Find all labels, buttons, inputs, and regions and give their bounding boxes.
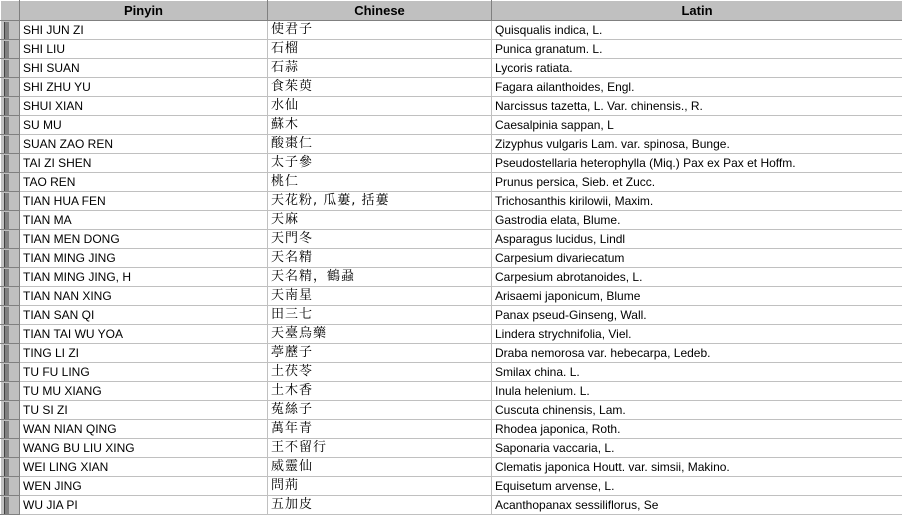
- table-row[interactable]: [1, 306, 902, 325]
- cell-chinese[interactable]: 蘇木: [268, 116, 492, 135]
- table-row[interactable]: [1, 230, 902, 249]
- row-selector[interactable]: [1, 40, 20, 59]
- cell-chinese[interactable]: 食茱萸: [268, 78, 492, 97]
- table-row[interactable]: [1, 287, 902, 306]
- row-selector[interactable]: [1, 230, 20, 249]
- cell-latin[interactable]: Caesalpinia sappan, L: [492, 116, 902, 135]
- cell-chinese[interactable]: 五加皮: [268, 496, 492, 515]
- row-selector[interactable]: [1, 287, 20, 306]
- row-selector[interactable]: [1, 325, 20, 344]
- cell-latin[interactable]: Quisqualis indica, L.: [492, 21, 902, 40]
- row-selector-marker: [4, 79, 9, 96]
- row-selector-marker: [4, 497, 9, 514]
- cell-pinyin[interactable]: TIAN SAN QI: [20, 306, 268, 325]
- cell-chinese[interactable]: 天名精: [268, 249, 492, 268]
- cell-latin[interactable]: Pseudostellaria heterophylla (Miq.) Pax ex Pax et Hoffm.: [492, 154, 902, 173]
- cell-chinese[interactable]: 葶藶子: [268, 344, 492, 363]
- cell-chinese[interactable]: 使君子: [268, 21, 492, 40]
- cell-pinyin[interactable]: TIAN MA: [20, 211, 268, 230]
- row-selector-marker: [4, 421, 9, 438]
- table-row[interactable]: [1, 78, 902, 97]
- cell-chinese[interactable]: 石榴: [268, 40, 492, 59]
- column-header-pinyin[interactable]: Pinyin: [20, 1, 268, 21]
- cell-pinyin[interactable]: SHI ZHU YU: [20, 78, 268, 97]
- row-selector[interactable]: [1, 420, 20, 439]
- row-selector-marker: [4, 402, 9, 419]
- cell-latin[interactable]: Prunus persica, Sieb. et Zucc.: [492, 173, 902, 192]
- row-selector[interactable]: [1, 97, 20, 116]
- cell-latin[interactable]: Trichosanthis kirilowii, Maxim.: [492, 192, 902, 211]
- row-selector-marker: [4, 364, 9, 381]
- table-row[interactable]: [1, 192, 902, 211]
- cell-latin[interactable]: Lycoris ratiata.: [492, 59, 902, 78]
- cell-pinyin[interactable]: TIAN MING JING: [20, 249, 268, 268]
- cell-pinyin[interactable]: TIAN MING JING, H: [20, 268, 268, 287]
- cell-latin[interactable]: Equisetum arvense, L.: [492, 477, 902, 496]
- cell-latin[interactable]: Smilax china. L.: [492, 363, 902, 382]
- cell-latin[interactable]: Asparagus lucidus, Lindl: [492, 230, 902, 249]
- cell-chinese[interactable]: 王不留行: [268, 439, 492, 458]
- cell-chinese[interactable]: 天麻: [268, 211, 492, 230]
- table-row[interactable]: [1, 173, 902, 192]
- table-row[interactable]: [1, 477, 902, 496]
- cell-latin[interactable]: Cuscuta chinensis, Lam.: [492, 401, 902, 420]
- cell-pinyin[interactable]: TAI ZI SHEN: [20, 154, 268, 173]
- row-selector[interactable]: [1, 268, 20, 287]
- table-row[interactable]: [1, 135, 902, 154]
- column-header-chinese[interactable]: Chinese: [268, 1, 492, 21]
- cell-chinese[interactable]: 太子參: [268, 154, 492, 173]
- cell-chinese[interactable]: 問荊: [268, 477, 492, 496]
- row-selector-marker: [4, 459, 9, 476]
- row-selector-marker: [4, 440, 9, 457]
- table-row[interactable]: [1, 59, 902, 78]
- row-selector-marker: [4, 478, 9, 495]
- table-row[interactable]: [1, 344, 902, 363]
- cell-chinese[interactable]: 天花粉, 瓜蔞, 括蔞: [268, 192, 492, 211]
- row-selector[interactable]: [1, 496, 20, 515]
- row-selector[interactable]: [1, 344, 20, 363]
- table-row[interactable]: [1, 325, 902, 344]
- table-row[interactable]: [1, 401, 902, 420]
- cell-chinese[interactable]: 天臺烏藥: [268, 325, 492, 344]
- row-selector[interactable]: [1, 363, 20, 382]
- row-selector[interactable]: [1, 59, 20, 78]
- cell-pinyin[interactable]: TAO REN: [20, 173, 268, 192]
- cell-chinese[interactable]: 萬年青: [268, 420, 492, 439]
- table-row[interactable]: [1, 21, 902, 40]
- row-selector-marker: [4, 98, 9, 115]
- cell-chinese[interactable]: 桃仁: [268, 173, 492, 192]
- row-selector-marker: [4, 288, 9, 305]
- cell-chinese[interactable]: 菟絲子: [268, 401, 492, 420]
- cell-pinyin[interactable]: SUAN ZAO REN: [20, 135, 268, 154]
- cell-pinyin[interactable]: TIAN HUA FEN: [20, 192, 268, 211]
- cell-pinyin[interactable]: SHI JUN ZI: [20, 21, 268, 40]
- cell-latin[interactable]: Arisaemi japonicum, Blume: [492, 287, 902, 306]
- cell-pinyin[interactable]: TING LI ZI: [20, 344, 268, 363]
- row-selector-marker: [4, 326, 9, 343]
- cell-pinyin[interactable]: SHUI XIAN: [20, 97, 268, 116]
- row-selector[interactable]: [1, 135, 20, 154]
- row-selector[interactable]: [1, 382, 20, 401]
- row-selector[interactable]: [1, 173, 20, 192]
- cell-latin[interactable]: Carpesium divariecatum: [492, 249, 902, 268]
- table-row[interactable]: [1, 363, 902, 382]
- cell-latin[interactable]: Punica granatum. L.: [492, 40, 902, 59]
- row-selector-marker: [4, 60, 9, 77]
- cell-pinyin[interactable]: WANG BU LIU XING: [20, 439, 268, 458]
- cell-latin[interactable]: Inula helenium. L.: [492, 382, 902, 401]
- row-selector[interactable]: [1, 458, 20, 477]
- column-header-latin[interactable]: Latin: [492, 1, 902, 21]
- cell-pinyin[interactable]: SHI SUAN: [20, 59, 268, 78]
- table-row[interactable]: [1, 116, 902, 135]
- row-selector[interactable]: [1, 116, 20, 135]
- row-selector[interactable]: [1, 78, 20, 97]
- cell-chinese[interactable]: 土木香: [268, 382, 492, 401]
- cell-chinese[interactable]: 石蒜: [268, 59, 492, 78]
- row-selector-marker: [4, 307, 9, 324]
- table-row[interactable]: [1, 154, 902, 173]
- row-selector-marker: [4, 269, 9, 286]
- table-row[interactable]: [1, 249, 902, 268]
- row-selector[interactable]: [1, 211, 20, 230]
- cell-pinyin[interactable]: TIAN MEN DONG: [20, 230, 268, 249]
- row-selector[interactable]: [1, 401, 20, 420]
- cell-pinyin[interactable]: TIAN NAN XING: [20, 287, 268, 306]
- cell-latin[interactable]: Gastrodia elata, Blume.: [492, 211, 902, 230]
- row-selector-marker: [4, 231, 9, 248]
- table-row[interactable]: [1, 268, 902, 287]
- select-all-corner[interactable]: [1, 1, 20, 21]
- row-selector[interactable]: [1, 439, 20, 458]
- table-row[interactable]: [1, 496, 902, 515]
- cell-latin[interactable]: Fagara ailanthoides, Engl.: [492, 78, 902, 97]
- row-selector-marker: [4, 155, 9, 172]
- row-selector[interactable]: [1, 477, 20, 496]
- row-selector-marker: [4, 174, 9, 191]
- row-selector-marker: [4, 41, 9, 58]
- row-selector-marker: [4, 117, 9, 134]
- row-selector[interactable]: [1, 192, 20, 211]
- row-selector[interactable]: [1, 249, 20, 268]
- cell-chinese[interactable]: 天門冬: [268, 230, 492, 249]
- cell-pinyin[interactable]: TU MU XIANG: [20, 382, 268, 401]
- table-row[interactable]: [1, 458, 902, 477]
- row-selector[interactable]: [1, 154, 20, 173]
- cell-latin[interactable]: Panax pseud-Ginseng, Wall.: [492, 306, 902, 325]
- cell-chinese[interactable]: 田三七: [268, 306, 492, 325]
- cell-latin[interactable]: Lindera strychnifolia, Viel.: [492, 325, 902, 344]
- cell-pinyin[interactable]: SU MU: [20, 116, 268, 135]
- cell-pinyin[interactable]: TIAN TAI WU YOA: [20, 325, 268, 344]
- cell-pinyin[interactable]: WAN NIAN QING: [20, 420, 268, 439]
- table-row[interactable]: [1, 211, 902, 230]
- cell-chinese[interactable]: 水仙: [268, 97, 492, 116]
- header-row: [1, 1, 902, 21]
- cell-latin[interactable]: Narcissus tazetta, L. Var. chinensis., R.: [492, 97, 902, 116]
- table-row[interactable]: [1, 420, 902, 439]
- table-row[interactable]: [1, 382, 902, 401]
- cell-chinese[interactable]: 酸棗仁: [268, 135, 492, 154]
- cell-pinyin[interactable]: TU FU LING: [20, 363, 268, 382]
- cell-chinese[interactable]: 土茯苓: [268, 363, 492, 382]
- cell-latin[interactable]: Zizyphus vulgaris Lam. var. spinosa, Bunge.: [492, 135, 902, 154]
- cell-latin[interactable]: Clematis japonica Houtt. var. simsii, Makino.: [492, 458, 902, 477]
- table-row[interactable]: [1, 97, 902, 116]
- row-selector-marker: [4, 22, 9, 39]
- cell-pinyin[interactable]: TU SI ZI: [20, 401, 268, 420]
- table-row[interactable]: [1, 40, 902, 59]
- table-row[interactable]: [1, 439, 902, 458]
- cell-latin[interactable]: Rhodea japonica, Roth.: [492, 420, 902, 439]
- row-selector-marker: [4, 212, 9, 229]
- cell-pinyin[interactable]: WU JIA PI: [20, 496, 268, 515]
- cell-latin[interactable]: Draba nemorosa var. hebecarpa, Ledeb.: [492, 344, 902, 363]
- cell-pinyin[interactable]: WEI LING XIAN: [20, 458, 268, 477]
- cell-chinese[interactable]: 威靈仙: [268, 458, 492, 477]
- row-selector[interactable]: [1, 306, 20, 325]
- cell-pinyin[interactable]: WEN JING: [20, 477, 268, 496]
- cell-latin[interactable]: Carpesium abrotanoides, L.: [492, 268, 902, 287]
- cell-latin[interactable]: Acanthopanax sessiliflorus, Se: [492, 496, 902, 515]
- cell-latin[interactable]: Saponaria vaccaria, L.: [492, 439, 902, 458]
- row-selector-marker: [4, 136, 9, 153]
- cell-chinese[interactable]: 天南星: [268, 287, 492, 306]
- row-selector-marker: [4, 345, 9, 362]
- row-selector-marker: [4, 383, 9, 400]
- cell-chinese[interactable]: 天名精，鶴蝨: [268, 268, 492, 287]
- row-selector[interactable]: [1, 21, 20, 40]
- row-selector-marker: [4, 250, 9, 267]
- cell-pinyin[interactable]: SHI LIU: [20, 40, 268, 59]
- row-selector-marker: [4, 193, 9, 210]
